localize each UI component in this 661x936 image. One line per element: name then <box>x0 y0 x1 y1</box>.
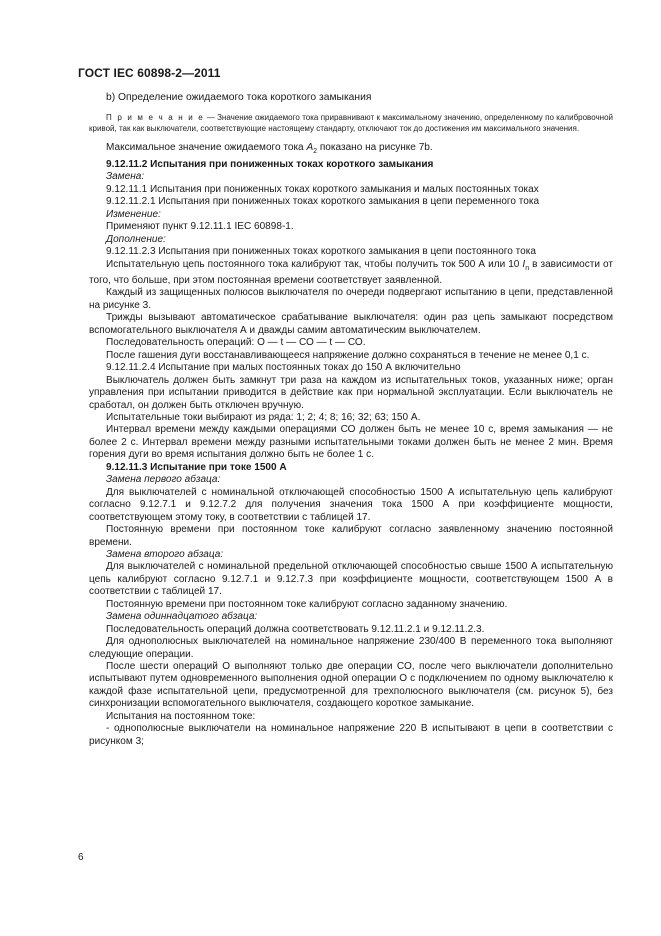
calib-text-after: в зависимости от того, что больше, при этом постоянная времени соответствует заявленной. <box>89 258 613 286</box>
paragraph-arc: После гашения дуги восстанавливающееся напряжение должно сохраняться в течение не менее 0,1 с. <box>106 349 590 361</box>
paragraph-time-constant: Постоянную времени при постоянном токе калибруют согласно заявленному значению постоянной времени. <box>89 524 613 548</box>
heading-9-12-11-3: 9.12.11.3 Испытание при токе 1500 А <box>106 461 287 473</box>
calibration-paragraph <box>89 259 613 288</box>
paragraph-three-times: Трижды вызывают автоматическое срабатывание выключателя: один раз цепь замыкают посредством вспомогательного выключателя А и дважды самим автоматическим выключателем. <box>89 312 613 336</box>
heading-9-12-11-2: 9.12.11.2 Испытания при пониженных токах короткого замыкания <box>106 158 434 170</box>
calib-var: I <box>522 258 526 270</box>
label-eleventh-paragraph: Замена одиннадцатого абзаца: <box>106 611 258 623</box>
paragraph-single-pole: Для однополюсных выключателей на номинальное напряжение 230/400 В переменного тока выполняют следующие операции. <box>89 636 613 660</box>
label-second-paragraph: Замена второго абзаца: <box>106 548 224 560</box>
calib-text-before: Испытательную цепь постоянного тока калибруют так, чтобы получить ток 500 А или 10 <box>106 258 523 270</box>
label-first-paragraph: Замена первого абзаца: <box>106 474 221 486</box>
max-current-text-after: показано на рисунке 7b. <box>317 142 433 154</box>
paragraph-sequence: Последовательность операций: О — t — СО — t — СО. <box>106 337 366 349</box>
calib-sub: n <box>525 264 530 272</box>
item-9-12-11-2-1: 9.12.11.2.1 Испытания при пониженных токах короткого замыкания в цепи переменного тока <box>106 196 540 208</box>
paragraph-closed-three-times: Выключатель должен быть замкнут три раза на каждом из испытательных токов, указанных ниже; орган управления при испытании приводится в действие как при нормальной эксплуатации. Если выключатель не сработал, он должен быть отключен вручную. <box>89 374 613 411</box>
note-text: — Значение ожидаемого тока приравнивают к максимальному значению, определенному по калибровочной кривой, так как выключатели, соответствующие настоящему стандарту, отключают ток до достижения им максимального значения. <box>89 113 613 134</box>
section-title: b) Определение ожидаемого тока короткого замыкания <box>106 92 372 103</box>
max-current-sub: 2 <box>313 148 318 156</box>
label-change: Изменение: <box>106 208 161 220</box>
item-9-12-11-2-4: 9.12.11.2.4 Испытание при малых постоянных токах до 150 А включительно <box>106 362 461 374</box>
paragraph-time-constant-given: Постоянную времени при постоянном токе калибруют согласно заданному значению. <box>106 598 508 610</box>
page-number: 6 <box>78 852 84 863</box>
page-header: ГОСТ IEC 60898-2—2011 <box>78 66 221 80</box>
paragraph-apply: Применяют пункт 9.12.11.1 IEC 60898-1. <box>106 221 294 233</box>
item-9-12-11-2-3: 9.12.11.2.3 Испытания при пониженных токах короткого замыкания в цепи постоянного тока <box>106 246 536 258</box>
max-current-text-before: Максимальное значение ожидаемого тока <box>106 142 307 154</box>
label-addition: Дополнение: <box>106 233 166 245</box>
paragraph-dc-tests: Испытания на постоянном токе: <box>106 710 256 722</box>
max-current-paragraph <box>89 142 613 158</box>
note-label: П р и м е ч а н и е <box>106 113 205 123</box>
paragraph-1500a: Для выключателей с номинальной отключающей способностью 1500 А испытательную цепь калибруют согласно 9.12.7.1 и 9.12.7.2 для получения значения тока 1500 А при коэффициенте мощности, соответствующем этому току, в соответствии с таблицей 17. <box>89 486 613 523</box>
paragraph-over-1500a: Для выключателей с номинальной предельной отключающей способностью свыше 1500 А испытательную цепь калибруют согласно 9.12.7.1 и 9.12.7.3 при коэффициенте мощности, соответствующем 1500 А в соответствии с таблицей 17. <box>89 561 613 598</box>
paragraph-sequence-match: Последовательность операций должна соответствовать 9.12.11.2.1 и 9.12.11.2.3. <box>106 623 485 635</box>
max-current-var: A <box>306 142 314 154</box>
paragraph-test-currents: Испытательные токи выбирают из ряда: 1; 2; 4; 8; 16; 32; 63; 150 А. <box>106 411 421 423</box>
paragraph-six-operations: После шести операций О выполняют только две операции СО, после чего выключатели дополнительно испытывают путем одновременного выполнения одной операции О с подключением по одному выключателю к каждой фазе испытательной цепи, предусмотренной для трехполюсного выключателя (см. рисунок 5), без синхронизации вспомогательного выключателя, создающего короткое замыкание. <box>89 661 613 710</box>
paragraph-interval: Интервал времени между каждыми операциями СО должен быть не менее 10 с, время замыкания — не более 2 с. Интервал времени между разными испытательными токами должен быть не менее 2 мин. Время горения дуги во время испытания должно быть не более 1 с. <box>89 424 613 461</box>
list-item-single-pole-220v: - однополюсные выключатели на номинальное напряжение 220 В испытывают в цепи в соответствии с рисунком 3; <box>89 723 613 747</box>
item-9-12-11-1: 9.12.11.1 Испытания при пониженных токах короткого замыкания и малых постоянных токах <box>106 183 539 195</box>
page-content <box>89 92 613 748</box>
note-paragraph <box>89 112 613 134</box>
label-replacement: Замена: <box>106 171 145 183</box>
paragraph-poles: Каждый из защищенных полюсов выключателя по очереди подвергают испытанию в цепи, представленной на рисунке 3. <box>89 287 613 311</box>
